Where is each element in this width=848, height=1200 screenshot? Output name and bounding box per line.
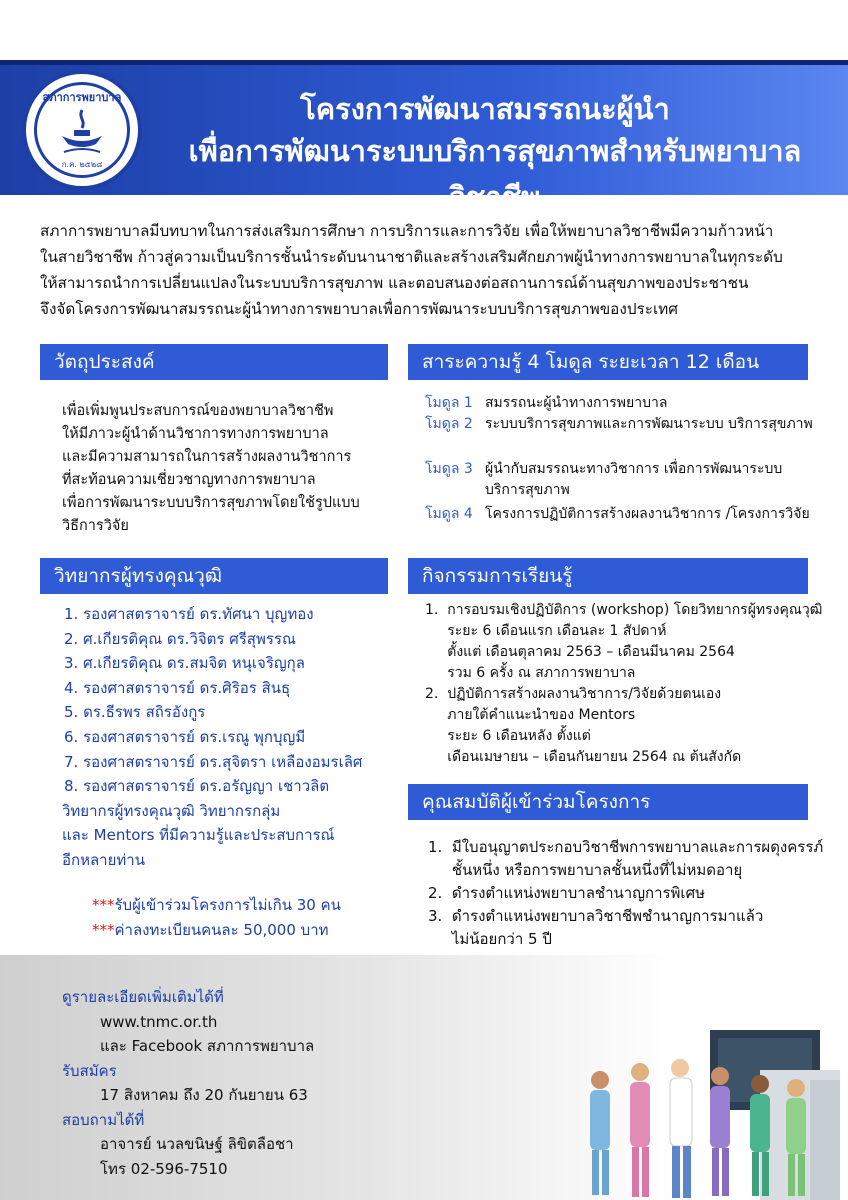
activities-list xyxy=(425,600,845,768)
nurse-figure xyxy=(670,1059,692,1198)
qualification-line: 3. ดำรงตำแหน่งพยาบาลวิชาชีพชำนาญการมาแล้ว xyxy=(428,907,764,925)
speakers-heading: วิทยากรผู้ทรงคุณวุฒิ xyxy=(40,558,388,594)
note-star: *** xyxy=(92,896,115,914)
objective-line: ให้มีภาวะผู้นำด้านวิชาการทางการพยาบาล xyxy=(62,426,329,442)
module-text: สมรรถนะผู้นำทางการพยาบาล xyxy=(485,395,668,411)
qualification-line: 2. ดำรงตำแหน่งพยาบาลชำนาญการพิเศษ xyxy=(428,884,705,902)
activity-line: รวม 6 ครั้ง ณ สภาการพยาบาล xyxy=(425,665,636,681)
intro-line: ในสายวิชาชีพ ก้าวสู่ความเป็นบริการชั้นนำระดับนานาชาติและสร้างเสริมศักยภาพผู้นำทางการพยาบาลในทุกระดับ xyxy=(40,248,783,266)
activity-line: ระยะ 6 เดือนหลัง ตั้งแต่ xyxy=(425,728,591,744)
activity-line: 1. การอบรมเชิงปฏิบัติการ (workshop) โดยวิทยากรผู้ทรงคุณวุฒิ xyxy=(425,602,823,618)
speaker-item: 1. รองศาสตราจารย์ ดร.ทัศนา บุญทอง xyxy=(64,605,314,623)
objective-text xyxy=(62,400,392,538)
activity-line: 2. ปฏิบัติการสร้างผลงานวิชาการ/วิจัยด้วยตนเอง xyxy=(425,686,722,702)
objective-line: วิธีการวิจัย xyxy=(62,518,129,534)
header-top-stripe xyxy=(0,60,848,65)
speaker-note: วิทยากรผู้ทรงคุณวุฒิ วิทยากรกลุ่ม xyxy=(62,801,281,820)
speaker-item: 6. รองศาสตราจารย์ ดร.เรณู พุกบุญมี xyxy=(64,727,306,746)
nurse-figure xyxy=(630,1063,650,1197)
activity-line: ระยะ 6 เดือนแรก เดือนละ 1 สัปดาห์ xyxy=(425,623,667,639)
contact-phone: โทร 02-596-7510 xyxy=(100,1159,228,1178)
lamp-icon xyxy=(56,106,108,156)
apply-label: รับสมัคร xyxy=(62,1061,117,1080)
fee-note xyxy=(92,918,329,942)
speaker-item: 8. รองศาสตราจารย์ ดร.อรัญญา เชาวลิต xyxy=(64,777,330,796)
intro-line: ให้สามารถนำการเปลี่ยนแปลงในระบบบริการสุขภาพ และตอบสนองต่อสถานการณ์ด้านสุขภาพของประชาชน xyxy=(40,274,749,292)
objective-heading: วัตถุประสงค์ xyxy=(40,344,388,380)
module-text: ระบบบริการสุขภาพและการพัฒนาระบบ บริการสุขภาพ xyxy=(485,416,813,432)
speaker-note: และ Mentors ที่มีความรู้และประสบการณ์ xyxy=(62,826,335,845)
qualifications-heading: คุณสมบัติผู้เข้าร่วมโครงการ xyxy=(408,784,808,820)
logo-subtext: ก.ค. ๒๕๒๘ xyxy=(61,160,103,169)
logo-text: สภาการพยาบาล xyxy=(42,91,122,104)
intro-line: สภาการพยาบาลมีบทบาทในการส่งเสริมการศึกษา การบริการและการวิจัย เพื่อให้พยาบาลวิชาชีพมีความก้าวหน้า xyxy=(40,222,774,240)
intro-line: จึงจัดโครงการพัฒนาสมรรถนะผู้นำทางการพยาบาลเพื่อการพัฒนาระบบบริการสุขภาพของประเทศ xyxy=(40,300,678,318)
intro-paragraph xyxy=(40,218,820,322)
module-text: ผู้นำกับสมรรถนะทางวิชาการ เพื่อการพัฒนาระบบบริการสุขภาพ xyxy=(485,461,783,498)
page-title-line1: โครงการพัฒนาสมรรถนะผู้นำ xyxy=(300,92,670,126)
objective-line: ที่สะท้อนความเชี่ยวชาญทางการพยาบาล xyxy=(62,472,316,488)
page-title-line2: เพื่อการพัฒนาระบบบริการสุขภาพสำหรับพยาบาลวิชาชีพ xyxy=(188,134,802,214)
apply-dates: 17 สิงหาคม ถึง 20 กันยายน 63 xyxy=(100,1086,308,1104)
speaker-item: 7. รองศาสตราจารย์ ดร.สุจิตรา เหลืองอมรเลิศ xyxy=(64,752,363,771)
speaker-item: 3. ศ.เกียรติคุณ ดร.สมจิต หนุเจริญกุล xyxy=(64,654,305,673)
activity-line: เดือนเมษายน – เดือนกันยายน 2564 ณ ต้นสังกัด xyxy=(425,749,742,765)
qualification-line: ชั้นหนึ่ง หรือการพยาบาลชั้นหนึ่งที่ไม่หมดอายุ xyxy=(428,861,743,879)
contact-name: อาจารย์ นวลขนิษฐ์ ลิขิตลือชา xyxy=(100,1135,294,1153)
fee-text: ค่าลงทะเบียนคนละ 50,000 บาท xyxy=(114,921,329,939)
capacity-text: รับผู้เข้าร่วมโครงการไม่เกิน 30 คน xyxy=(114,896,341,914)
module-text: โครงการปฏิบัติการสร้างผลงานวิชาการ /โครงการวิจัย xyxy=(485,506,810,522)
activity-line: ภายใต้คำแนะนำของ Mentors xyxy=(425,707,636,723)
objective-line: เพื่อการพัฒนาระบบบริการสุขภาพโดยใช้รูปแบบ xyxy=(62,495,360,511)
speaker-note: อีกหลายท่าน xyxy=(62,850,145,869)
activities-heading: กิจกรรมการเรียนรู้ xyxy=(408,558,808,594)
contact-info xyxy=(62,985,314,1181)
nurses-illustration xyxy=(560,1010,848,1200)
facebook-link[interactable]: และ Facebook สภาการพยาบาล xyxy=(100,1037,315,1055)
speaker-item: 2. ศ.เกียรติคุณ ดร.วิจิตร ศรีสุพรรณ xyxy=(64,629,296,648)
website-link[interactable]: www.tnmc.or.th xyxy=(100,1012,218,1031)
qualifications-list xyxy=(428,836,838,951)
speaker-item: 4. รองศาสตราจารย์ ดร.ศิริอร สินธุ xyxy=(64,678,291,697)
activity-line: ตั้งแต่ เดือนตุลาคม 2563 – เดือนมีนาคม 2564 xyxy=(425,644,735,660)
qualification-line: 1. มีใบอนุญาตประกอบวิชาชีพการพยาบาลและการผดุงครรภ์ xyxy=(428,838,824,856)
more-info-label: ดูรายละเอียดเพิ่มเติมได้ที่ xyxy=(62,988,224,1006)
objective-line: และมีความสามารถในการสร้างผลงานวิชาการ xyxy=(62,449,352,465)
module-label: โมดูล 4 xyxy=(425,506,473,522)
module-label: โมดูล 3 xyxy=(425,461,473,477)
nursing-council-logo xyxy=(22,70,142,190)
capacity-note xyxy=(92,893,341,917)
contact-label: สอบถามได้ที่ xyxy=(62,1110,145,1129)
module-label: โมดูล 2 xyxy=(425,416,473,432)
modules-heading: สาระความรู้ 4 โมดูล ระยะเวลา 12 เดือน xyxy=(408,344,808,380)
speakers-list xyxy=(64,602,394,873)
speaker-item: 5. ดร.ธีรพร สถิรอังกูร xyxy=(64,703,206,722)
objective-line: เพื่อเพิ่มพูนประสบการณ์ของพยาบาลวิชาชีพ xyxy=(62,403,334,419)
nurse-figure xyxy=(590,1071,610,1195)
qualification-line: ไม่น้อยกว่า 5 ปี xyxy=(428,930,552,948)
module-label: โมดูล 1 xyxy=(425,395,473,411)
note-star: *** xyxy=(92,921,115,939)
